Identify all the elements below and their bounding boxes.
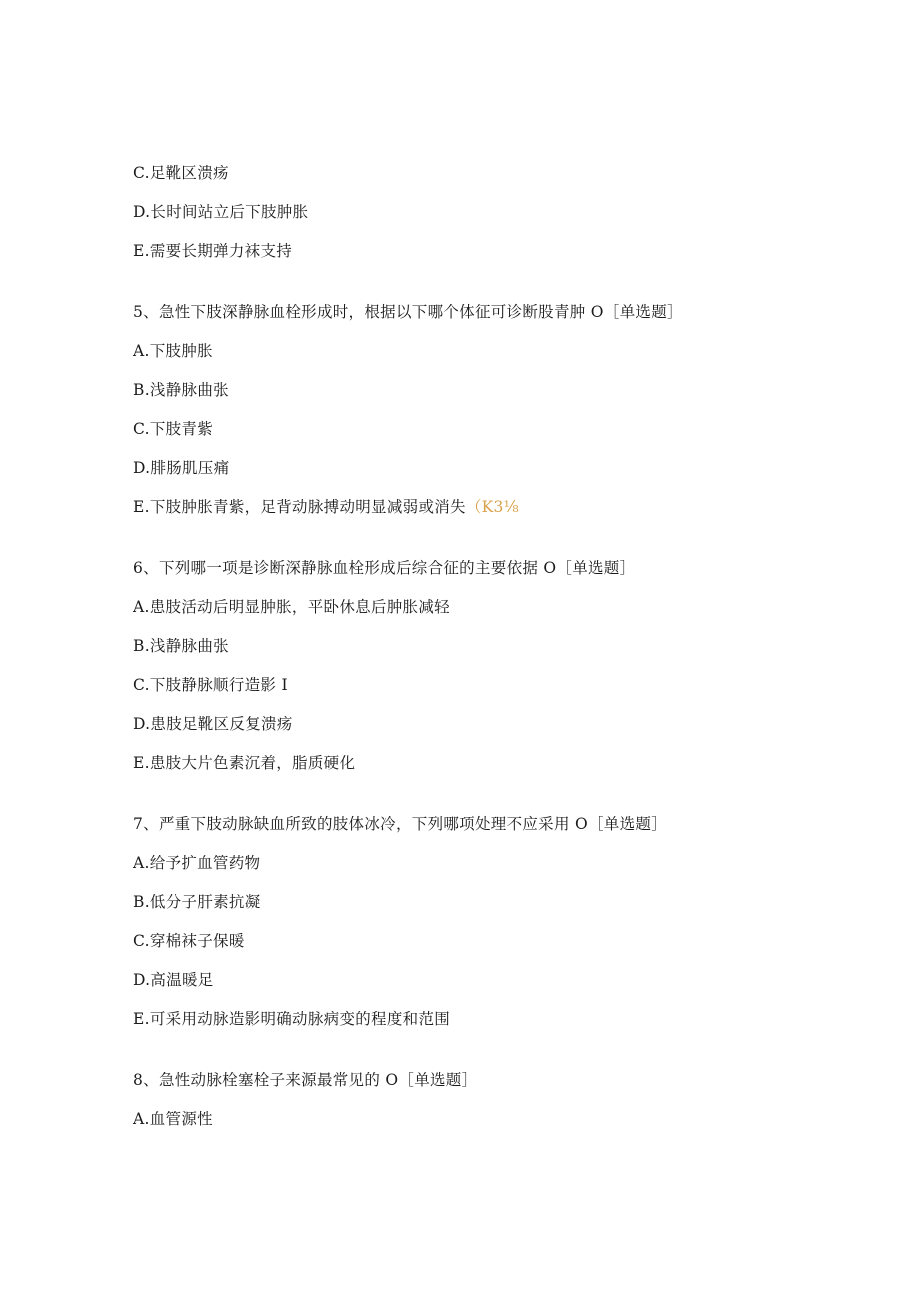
question-7: 7、严重下肢动脉缺血所致的肢体冰冷，下列哪项处理不应采用 O［单选题］: [133, 815, 667, 833]
question-6: 6、下列哪一项是诊断深静脉血栓形成后综合征的主要依据 O［单选题］: [133, 559, 636, 577]
answer-mark: （K3⅛: [465, 498, 520, 516]
option-b: B.浅静脉曲张: [133, 637, 229, 655]
option-a: A.下肢肿胀: [133, 342, 213, 360]
option-e: E.可采用动脉造影明确动脉病变的程度和范围: [133, 1010, 451, 1028]
option-d: D.高温暖足: [133, 971, 214, 989]
option-b: B.浅静脉曲张: [133, 381, 229, 399]
option-e: E.患肢大片色素沉着，脂质硬化: [133, 754, 356, 772]
option-a: A.患肢活动后明显肿胀，平卧休息后肿胀减轻: [133, 598, 450, 616]
question-8: 8、急性动脉栓塞栓子来源最常见的 O［单选题］: [133, 1071, 478, 1089]
option-c: C.下肢青紫: [133, 420, 214, 438]
option-a: A.血管源性: [133, 1110, 213, 1128]
option-c: C.穿棉袜子保暖: [133, 932, 245, 950]
option-a: A.给予扩血管药物: [133, 854, 261, 872]
question-5: 5、急性下肢深静脉血栓形成时，根据以下哪个体征可诊断股青肿 O［单选题］: [133, 303, 683, 321]
option-text: E.下肢肿胀青紫，足背动脉搏动明显减弱或消失: [133, 498, 466, 516]
option-e: E.需要长期弹力袜支持: [133, 242, 293, 260]
option-d: D.患肢足靴区反复溃疡: [133, 715, 293, 733]
option-c: C.足靴区溃疡: [133, 164, 229, 182]
option-d: D.长时间站立后下肢肿胀: [133, 203, 309, 221]
option-c: C.下肢静脉顺行造影 I: [133, 676, 288, 694]
option-b: B.低分子肝素抗凝: [133, 893, 261, 911]
option-e: [133, 497, 519, 517]
option-d: D.腓肠肌压痛: [133, 459, 230, 477]
